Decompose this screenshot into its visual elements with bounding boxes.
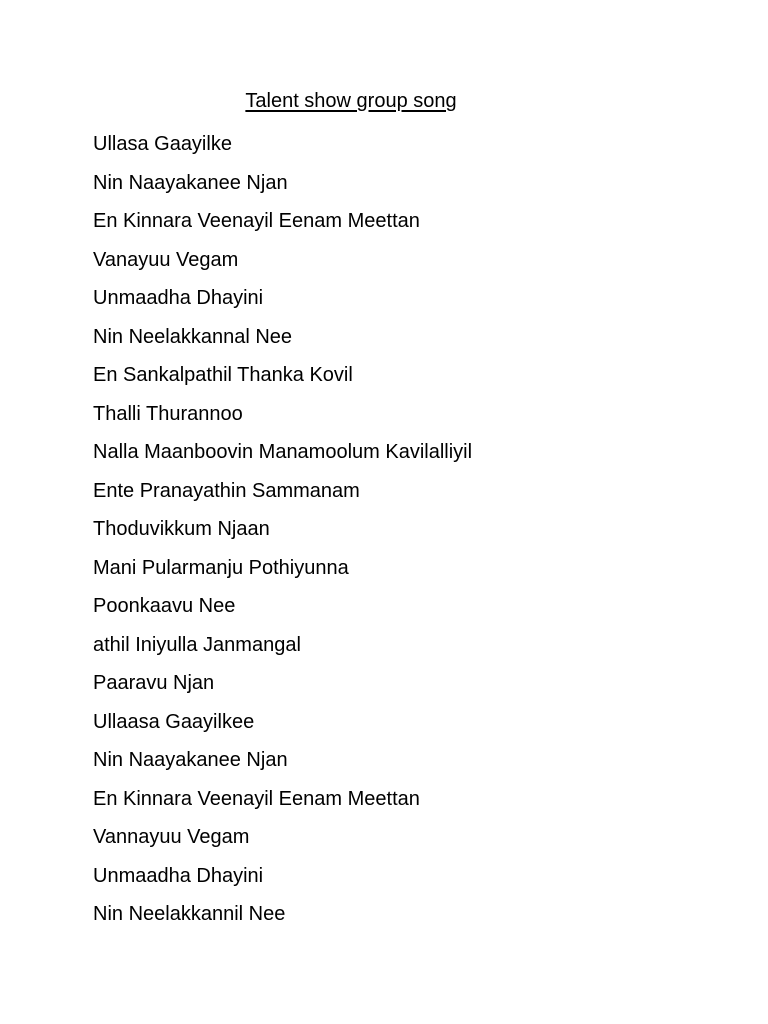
lyric-line: Vanayuu Vegam — [93, 248, 239, 271]
lyric-line: Nin Neelakkannil Nee — [93, 903, 286, 925]
lyric-line: Nalla Maanboovin Manamoolum Kavilalliyil — [93, 441, 473, 463]
lyric-line: Thoduvikkum Njaan — [93, 518, 270, 540]
lyric-line: En Kinnara Veenayil Eenam Meettan — [93, 787, 420, 810]
lyric-line: Thalli Thurannoo — [93, 402, 243, 425]
lyric-line: Vannayuu Vegam — [93, 826, 250, 848]
lyric-line: En Sankalpathil Thanka Kovil — [93, 364, 353, 386]
lyric-line: Paaravu Njan — [93, 672, 215, 694]
lyric-line: Ullasa Gaayilke — [93, 133, 232, 155]
lyric-line: Unmaadha Dhayini — [93, 287, 264, 309]
document-title: Talent show group song — [245, 90, 457, 112]
lyric-line: Ente Pranayathin Sammanam — [93, 479, 360, 502]
lyric-line: Nin Naayakanee Njan — [93, 171, 288, 194]
lyric-line: Nin Neelakkannal Nee — [93, 325, 293, 348]
lyric-line: En Kinnara Veenayil Eenam Meettan — [93, 210, 420, 232]
lyric-line: Mani Pularmanju Pothiyunna — [93, 556, 349, 579]
lyric-line: Poonkaavu Nee — [93, 595, 236, 617]
lyric-line: Unmaadha Dhayini — [93, 864, 264, 887]
lyrics-list — [93, 125, 472, 934]
lyric-line: Nin Naayakanee Njan — [93, 749, 288, 771]
lyric-line: Ullaasa Gaayilkee — [93, 710, 255, 733]
lyric-line: athil Iniyulla Janmangal — [93, 633, 301, 656]
